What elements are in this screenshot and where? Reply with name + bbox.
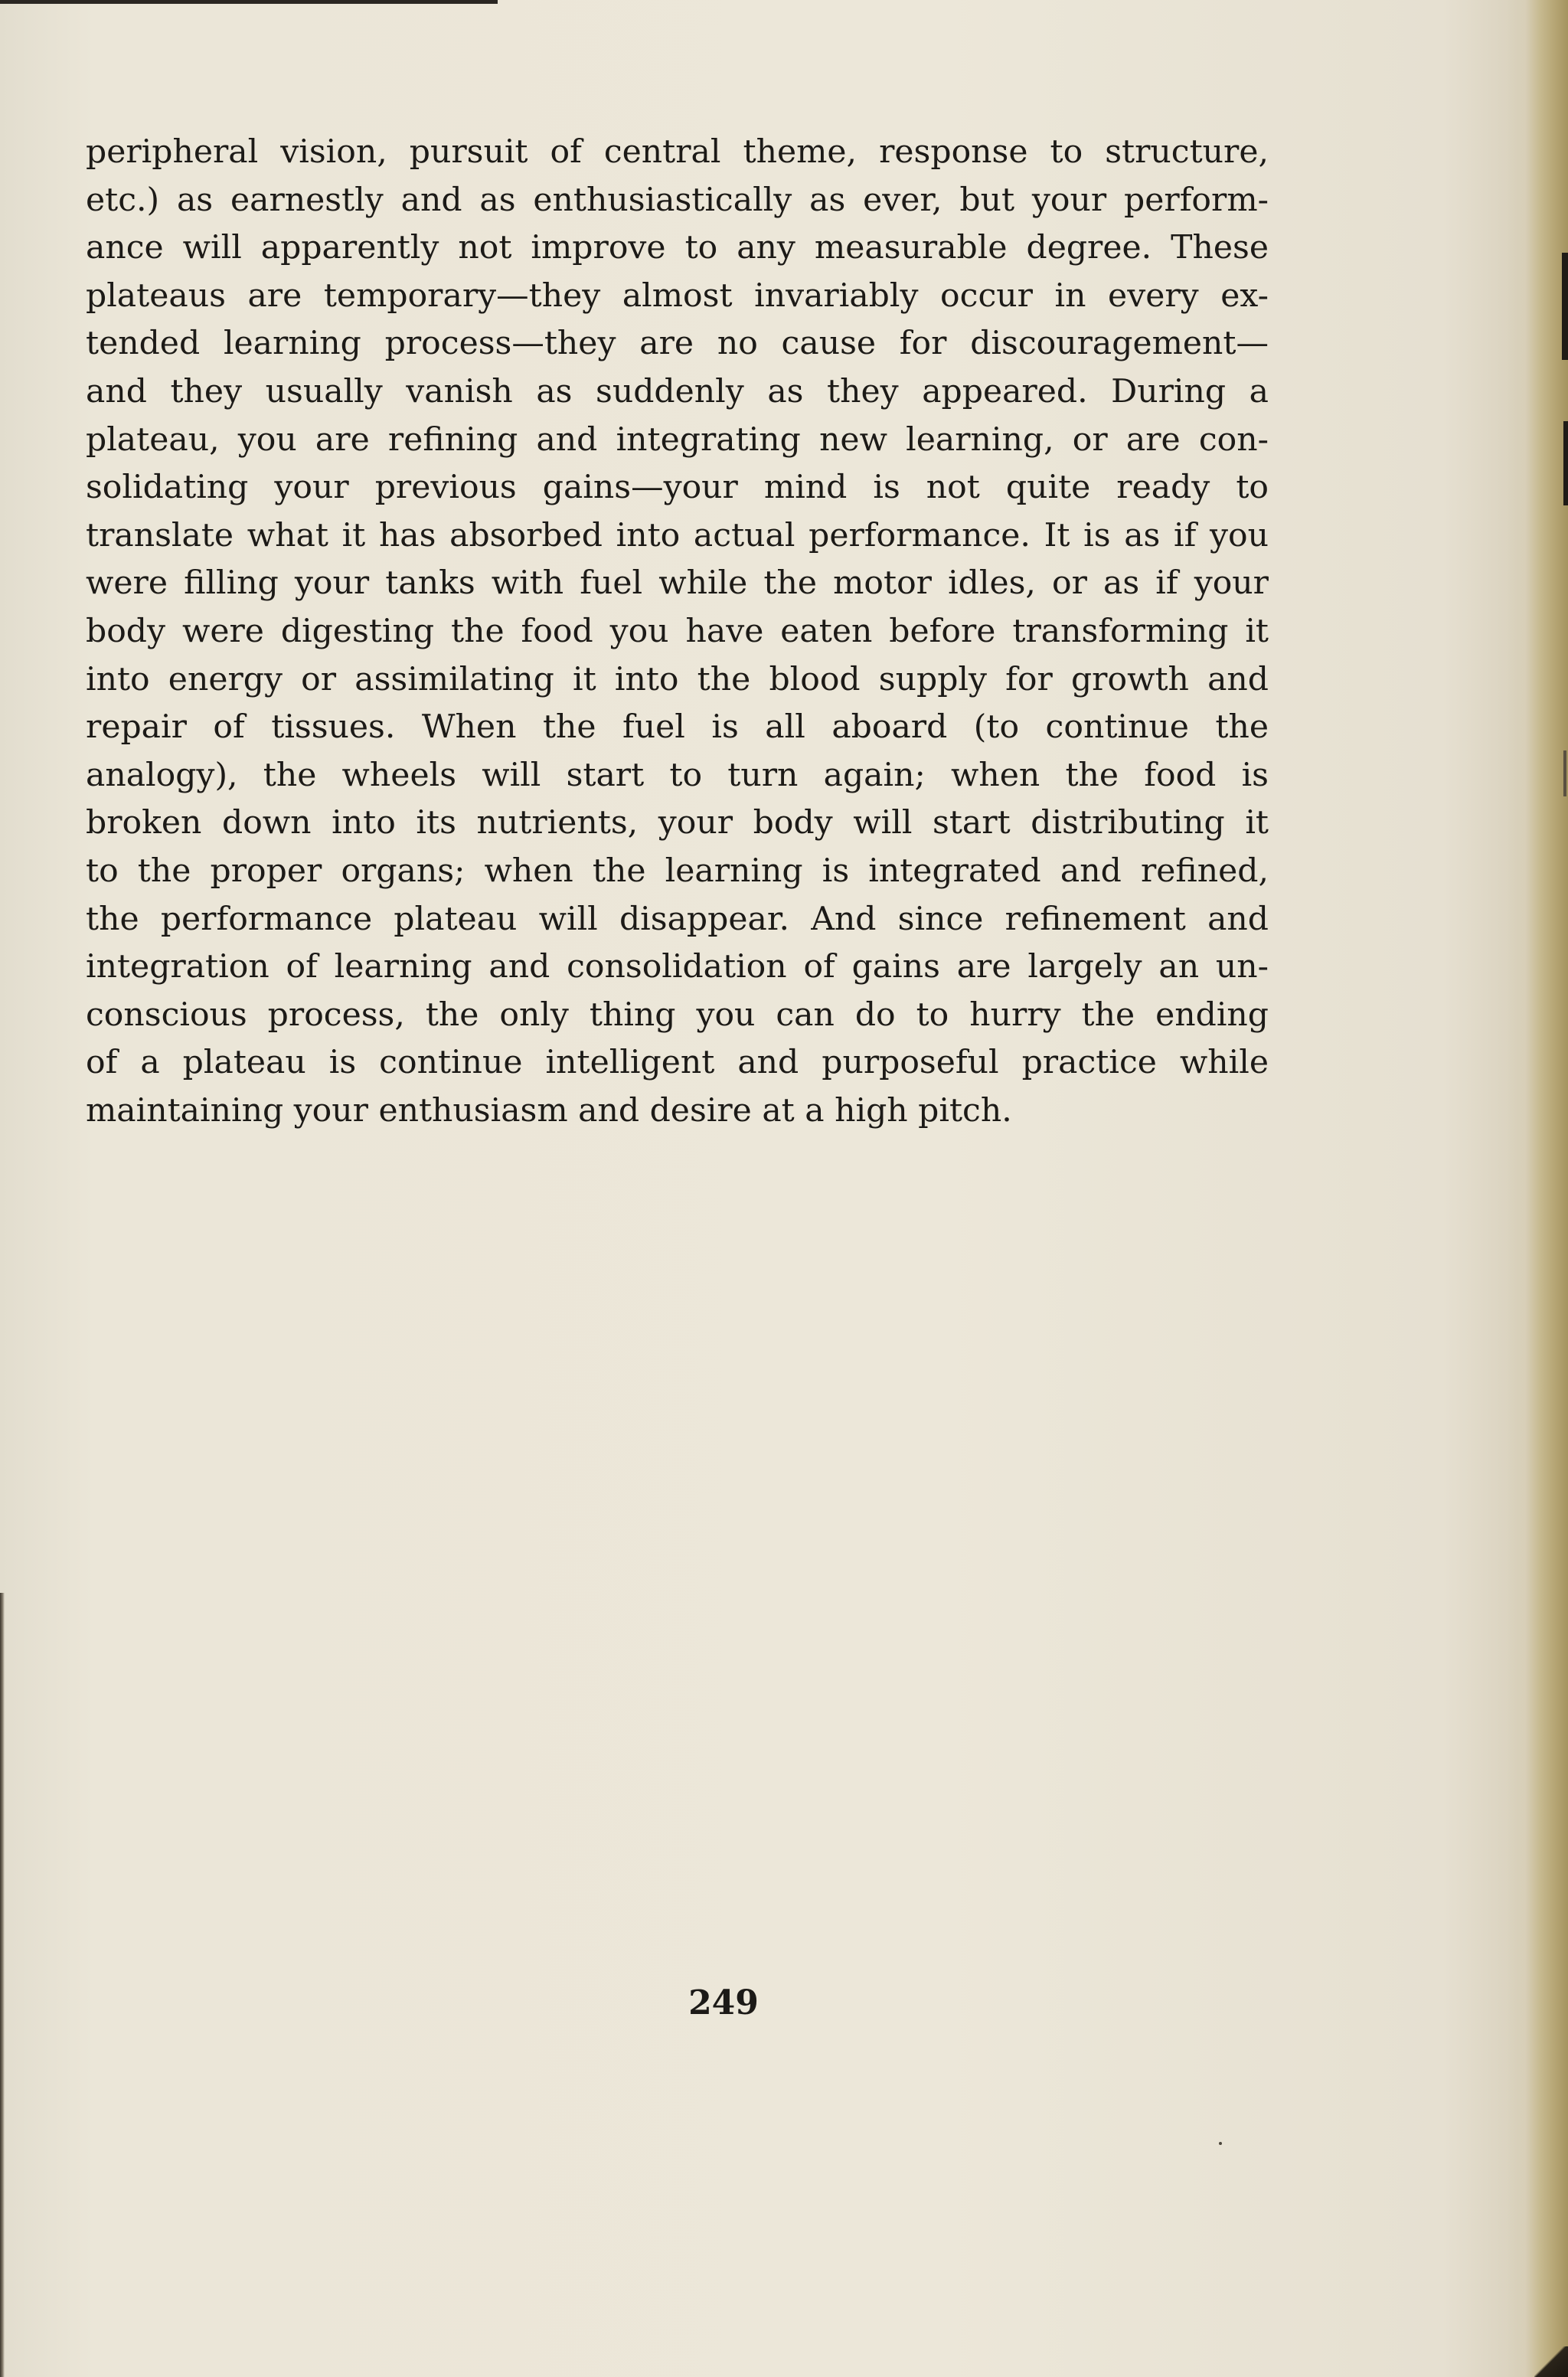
text-line: peripheral vision, pursuit of central theme, response to structure, — [86, 133, 1269, 171]
text-line: were filling your tanks with fuel while the motor idles, or as if your — [86, 564, 1269, 603]
text-line: body were digesting the food you have eaten before transforming it — [86, 612, 1269, 650]
text-line: plateaus are temporary—they almost invariably occur in every ex- — [86, 276, 1269, 315]
text-line: maintaining your enthusiasm and desire at a high pitch. — [86, 1091, 1012, 1130]
text-line: integration of learning and consolidation of gains are largely an un- — [86, 948, 1269, 986]
text-line: tended learning process—they are no cause for discouragement— — [86, 325, 1269, 363]
page-block-edge — [1507, 0, 1568, 2377]
edge-shadow-mark — [1563, 750, 1566, 796]
text-line: solidating your previous gains—your mind is not quite ready to — [86, 469, 1269, 507]
page-number: 249 — [688, 1983, 759, 2022]
text-line: etc.) as earnestly and as enthusiastically as ever, but your perform- — [86, 181, 1269, 219]
paper-speck — [1219, 2142, 1222, 2145]
text-line: broken down into its nutrients, your body will start distributing it — [86, 804, 1269, 842]
text-line: the performance plateau will disappear. And since refinement and — [86, 900, 1269, 938]
edge-shadow-mark — [1563, 421, 1568, 505]
page-corner-shadow — [1534, 2346, 1568, 2377]
text-line: plateau, you are refining and integrating new learning, or are con- — [86, 420, 1269, 459]
body-paragraph — [86, 129, 1269, 1135]
text-line: repair of tissues. When the fuel is all aboard (to continue the — [86, 708, 1269, 747]
text-line: of a plateau is continue intelligent and purposeful practice while — [86, 1044, 1269, 1082]
text-line: into energy or assimilating it into the blood supply for growth and — [86, 660, 1269, 698]
text-line: to the proper organs; when the learning is integrated and refined, — [86, 852, 1269, 890]
scan-top-edge — [0, 0, 498, 4]
text-line: and they usually vanish as suddenly as they appeared. During a — [86, 372, 1269, 410]
text-line: translate what it has absorbed into actual performance. It is as if you — [86, 516, 1269, 554]
text-line: ance will apparently not improve to any measurable degree. These — [86, 229, 1269, 267]
edge-shadow-mark — [1562, 253, 1568, 360]
text-line: analogy), the wheels will start to turn again; when the food is — [86, 756, 1269, 794]
text-line: conscious process, the only thing you can do to hurry the ending — [86, 996, 1269, 1034]
